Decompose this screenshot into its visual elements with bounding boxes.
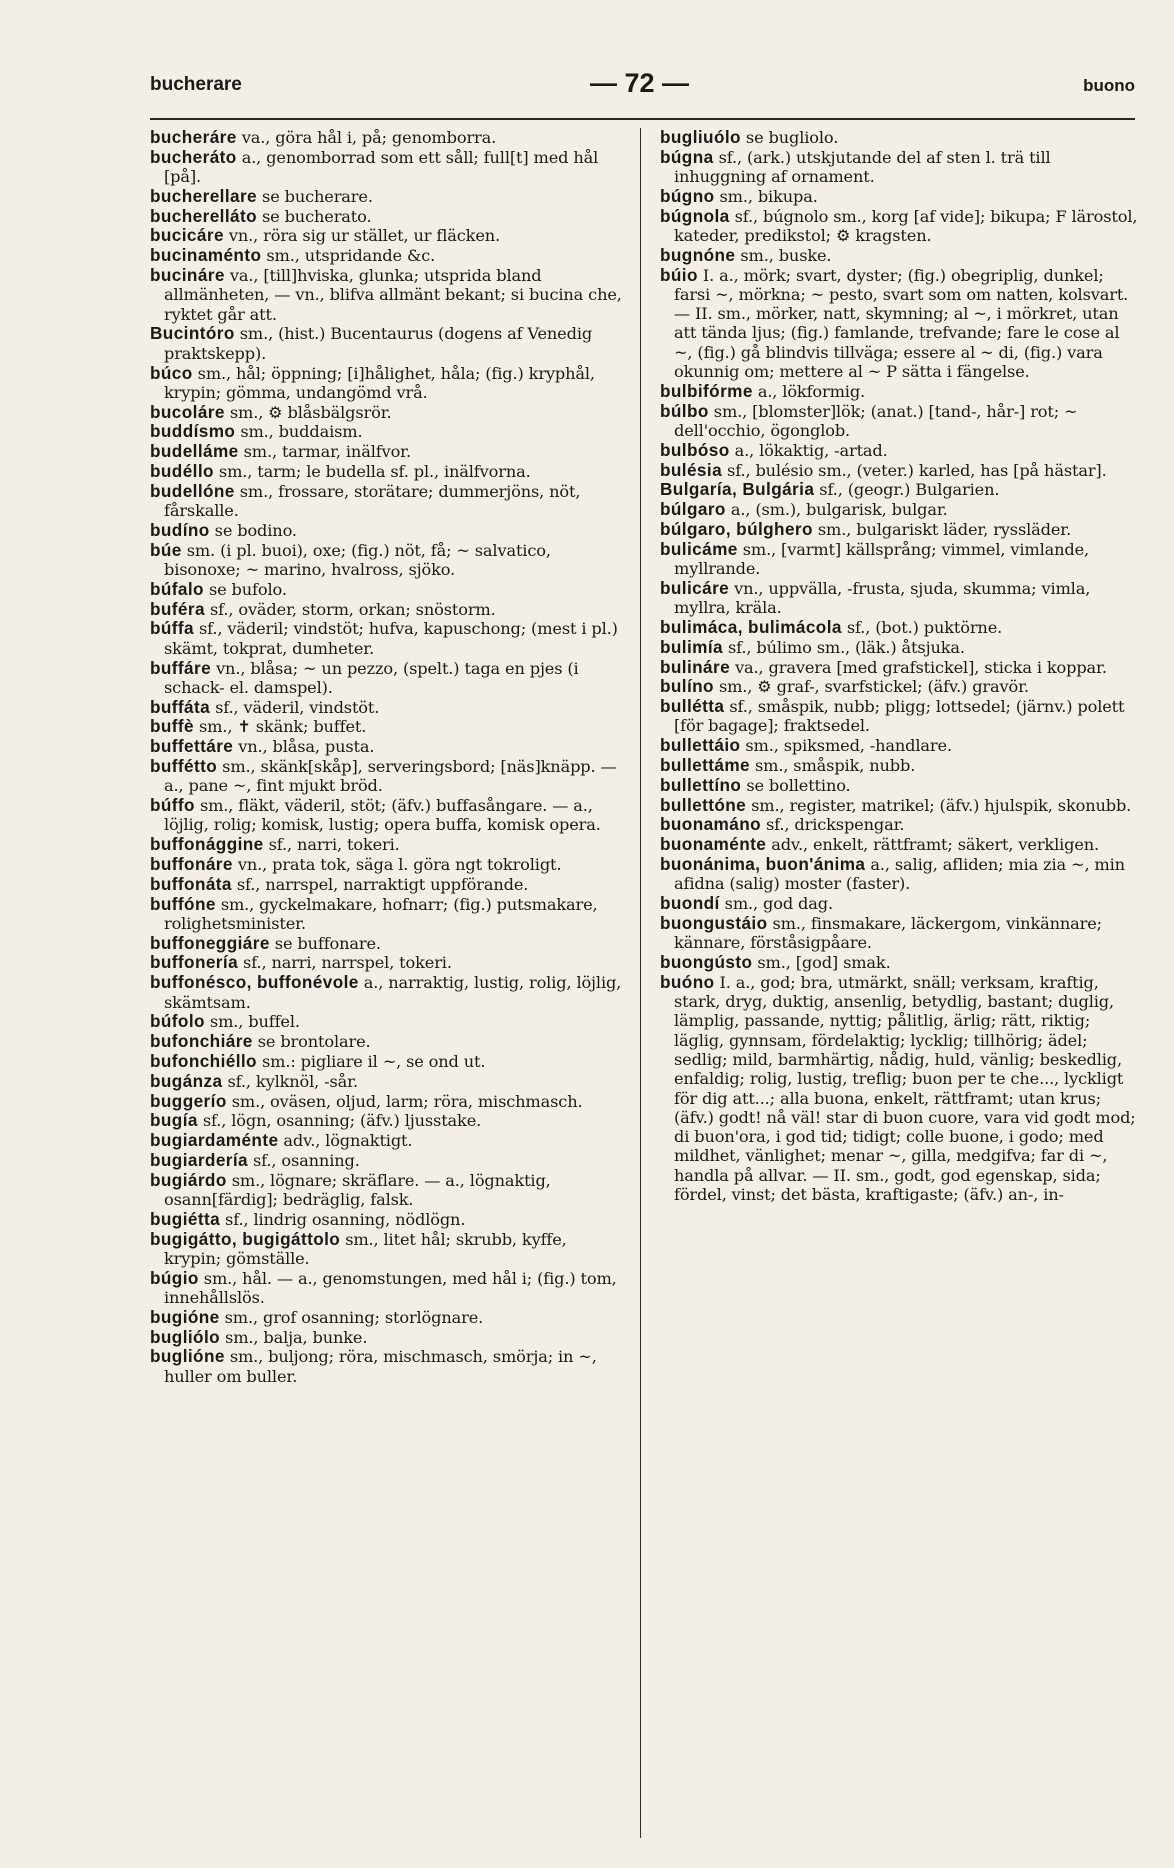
entry-definition: sm., buddaism. <box>240 422 363 442</box>
dictionary-entry <box>150 953 622 972</box>
entry-headword: bugiardería <box>150 1149 248 1170</box>
entry-headword: bullettóne <box>660 794 747 815</box>
dictionary-entry <box>660 382 1138 401</box>
entry-definition: se bucherare. <box>262 186 373 206</box>
dictionary-entry <box>150 835 622 854</box>
entry-headword: búgnola <box>660 205 730 226</box>
dictionary-entry <box>660 855 1138 894</box>
entry-headword: buffétto <box>150 756 218 776</box>
dictionary-entry <box>150 521 622 540</box>
dictionary-entry <box>660 187 1138 206</box>
entry-headword: bugióne <box>150 1306 220 1327</box>
entry-definition: sf., búlimo sm., (läk.) åtsjuka. <box>727 637 965 657</box>
dictionary-entry <box>660 776 1138 795</box>
dictionary-entry <box>660 579 1138 618</box>
entry-headword: bufonchiáre <box>150 1031 253 1052</box>
dictionary-entry <box>660 658 1138 677</box>
entry-definition: sm., [blomster]lök; (anat.) [tand-, hår-] rot; ~ dell'occhio, ögonglob. <box>674 401 1078 440</box>
entry-definition: sm., spiksmed, -handlare. <box>745 736 952 756</box>
entry-definition: vn., uppvälla, -frusta, sjuda, skumma; vimla, myllra, kräla. <box>674 578 1091 618</box>
entry-definition: a., narraktig, lustig, rolig, löjlig, skämtsam. <box>164 973 622 1012</box>
dictionary-entry <box>150 1052 622 1071</box>
right-column <box>660 128 1138 1828</box>
entry-headword: buonaménte <box>660 834 767 855</box>
dictionary-entry <box>150 1269 622 1308</box>
entry-definition: sm. (i pl. buoi), oxe; (fig.) nöt, få; ~ salvatico, bisonoxe; ~ marino, hvalross, sjöko. <box>164 540 551 580</box>
entry-headword: buffonáre <box>150 853 233 874</box>
dictionary-entry <box>660 914 1138 953</box>
entry-definition: a., (sm.), bulgarisk, bulgar. <box>730 500 948 520</box>
dictionary-entry <box>150 207 622 226</box>
dictionary-entry <box>660 835 1138 854</box>
page-number: — 72 — <box>590 68 690 98</box>
entry-headword: bugigátto, bugigáttolo <box>150 1228 341 1249</box>
entry-headword: buggerío <box>150 1090 227 1111</box>
header-left-guide-word: bucherare <box>150 74 242 95</box>
entry-headword: buondí <box>660 893 720 914</box>
entry-headword: bulésia <box>660 459 723 480</box>
entry-definition: sf., narri, narrspel, tokeri. <box>243 953 452 973</box>
dictionary-entry <box>150 757 622 796</box>
entry-definition: sm., [varmt] källsprång; vimmel, vimlande, myllrande. <box>674 539 1090 579</box>
entry-definition: sm., buffel. <box>209 1012 300 1032</box>
entry-headword: budíno <box>150 519 210 540</box>
dictionary-entry <box>150 600 622 619</box>
entry-headword: buffonáta <box>150 873 232 894</box>
entry-definition: sm., lögnare; skräflare. — a., lögnaktig, osann[färdig]; bedräglig, falsk. <box>164 1170 551 1210</box>
entry-headword: buffonággine <box>150 834 264 855</box>
entry-definition: va., gravera [med grafstickel], sticka i koppar. <box>735 657 1107 677</box>
entry-headword: budellóne <box>150 480 235 501</box>
entry-definition: se bugliolo. <box>745 128 839 147</box>
entry-definition: sf., osanning. <box>253 1150 360 1170</box>
dictionary-entry <box>150 541 622 580</box>
entry-headword: bulbifórme <box>660 380 753 401</box>
entry-headword: búffa <box>150 618 195 639</box>
entry-headword: buffettáre <box>150 736 234 757</box>
dictionary-entry <box>150 855 622 874</box>
dictionary-entry <box>150 717 622 736</box>
dictionary-entry <box>660 638 1138 657</box>
entry-definition: sm., register, matrikel; (äfv.) hjulspik, skonubb. <box>751 795 1132 815</box>
dictionary-entry <box>660 815 1138 834</box>
dictionary-entry <box>150 442 622 461</box>
entry-definition: sf., narrspel, narraktigt uppförande. <box>236 874 529 894</box>
entry-definition: sm., tarm; le budella sf. pl., inälfvorna. <box>218 462 531 482</box>
dictionary-entry <box>660 480 1138 499</box>
entry-headword: búffo <box>150 795 195 816</box>
entry-definition: sm., grof osanning; storlögnare. <box>224 1307 484 1327</box>
dictionary-entry <box>660 756 1138 775</box>
dictionary-entry <box>660 207 1138 246</box>
entry-headword: bullettáme <box>660 755 750 775</box>
dictionary-entry <box>660 128 1138 147</box>
entry-headword: bucherellare <box>150 185 258 206</box>
dictionary-entry <box>150 875 622 894</box>
dictionary-entry <box>150 1092 622 1111</box>
entry-definition: a., salig, afliden; mia zia ~, min afidna (salig) moster (faster). <box>674 854 1125 894</box>
entry-headword: Bulgaría, Bulgária <box>660 479 815 500</box>
entry-definition: sm., ⚙ blåsbälgsrör. <box>229 402 392 422</box>
dictionary-entry <box>150 1131 622 1150</box>
dictionary-entry <box>660 697 1138 736</box>
entry-headword: bucheráre <box>150 128 237 147</box>
entry-headword: buffóne <box>150 893 216 914</box>
header-rule <box>150 118 1135 120</box>
entry-headword: budéllo <box>150 461 214 482</box>
entry-headword: buffonésco, buffonévole <box>150 972 359 993</box>
entry-definition: se buffonare. <box>274 933 381 953</box>
entry-definition: sm., finsmakare, läckergom, vinkännare; kännare, förståsigpåare. <box>674 913 1102 953</box>
entry-definition: sf., drickspengar. <box>766 815 905 835</box>
entry-headword: Bucintóro <box>150 323 235 344</box>
dictionary-entry <box>150 1308 622 1327</box>
entry-headword: bugliuólo <box>660 128 741 147</box>
dictionary-entry <box>150 580 622 599</box>
entry-definition: sm., småspik, nubb. <box>754 756 916 775</box>
entry-headword: bucoláre <box>150 401 225 422</box>
entry-headword: bugía <box>150 1110 198 1131</box>
entry-definition: sf., småspik, nubb; pligg; lottsedel; (järnv.) polett [för bagage]; fraktsedel. <box>674 697 1125 736</box>
entry-headword: bufonchiéllo <box>150 1050 257 1071</box>
dictionary-entry <box>660 266 1138 382</box>
dictionary-entry <box>150 1032 622 1051</box>
entry-definition: sm., buske. <box>740 245 832 265</box>
dictionary-entry <box>150 698 622 717</box>
entry-headword: búlbo <box>660 400 709 421</box>
entry-headword: bugnóne <box>660 244 736 265</box>
dictionary-entry <box>150 1151 622 1170</box>
dictionary-entry <box>660 973 1138 1205</box>
entry-headword: búfolo <box>150 1011 205 1032</box>
entry-definition: sm., [god] smak. <box>757 952 891 972</box>
entry-definition: sf., (geogr.) Bulgarien. <box>819 480 1000 500</box>
entry-definition: sm., ⚙ graf-, svarfstickel; (äfv.) gravör. <box>718 677 1029 697</box>
entry-headword: bulimía <box>660 636 723 657</box>
dictionary-entry <box>660 441 1138 460</box>
dictionary-entry <box>150 266 622 324</box>
entry-definition: se bollettino. <box>746 775 851 795</box>
entry-definition: sm., bulgariskt läder, ryssläder. <box>817 519 1072 539</box>
entry-definition: sf., väderil; vindstöt; hufva, kapuschong; (mest i pl.) skämt, tokprat, dumheter. <box>164 619 618 658</box>
entry-definition: a., lökformig. <box>757 381 866 401</box>
entry-headword: bulicáre <box>660 577 730 598</box>
dictionary-entry <box>150 246 622 265</box>
dictionary-entry <box>150 128 622 147</box>
dictionary-entry <box>660 796 1138 815</box>
dictionary-entry <box>150 973 622 1012</box>
entry-definition: I. a., god; bra, utmärkt, snäll; verksam, kraftig, stark, dryg, duktig, ansenlig, betydlig, bastant; duglig, lämplig, passande, nyttig; pålitlig, ärlig; rätt, riktig; läglig, gynnsam, fördelaktig; lycklig; tillhörig; ädel; sedlig; mild, barmhärtig, nådig, huld, vänlig; beskedlig, enfaldig; rolig, lustig, treflig; buon per te che..., lyckligt för dig att...; alla buona, enkelt, rättframt; utan krus; (äfv.) godt! nå väl! star di buon cuore, vara vid godt mod; di buon'ora, i god tid; tidigt; colle buone, i godo; med mildhet, vänlighet; menar ~, gilla, medgifva; far di ~, handla på allvar. — II. sm., godt, god egenskap, sida; fördel, vinst; det bästa, kraftigaste; (äfv.) an-, in- <box>674 972 1136 1205</box>
entry-headword: bugánza <box>150 1070 223 1091</box>
entry-definition: sm., bikupa. <box>719 186 818 206</box>
dictionary-entry <box>150 1171 622 1210</box>
entry-definition: sm., god dag. <box>724 894 833 914</box>
page-header <box>150 68 1135 102</box>
entry-definition: sm., tarmar, inälfvor. <box>243 442 411 462</box>
entry-headword: buffonería <box>150 952 239 973</box>
dictionary-entry <box>660 894 1138 913</box>
entry-headword: bugiardaménte <box>150 1130 279 1151</box>
entry-definition: a., genomborrad som ett såll; full[t] med hål [på]. <box>164 147 599 187</box>
entry-definition: sm., litet hål; skrubb, kyffe, krypin; gömställe. <box>164 1229 567 1268</box>
entry-definition: se bucherato. <box>262 206 372 226</box>
entry-definition: sf., kylknöl, -sår. <box>227 1071 358 1091</box>
dictionary-entry <box>150 187 622 206</box>
entry-definition: vn., blåsa; ~ un pezzo, (spelt.) taga en pjes (i schack- el. damspel). <box>164 658 579 697</box>
entry-headword: bulináre <box>660 656 731 677</box>
entry-definition: se bodino. <box>214 520 297 540</box>
dictionary-entry <box>150 895 622 934</box>
dictionary-entry <box>150 364 622 403</box>
entry-definition: adv., enkelt, rättframt; säkert, verkligen. <box>771 835 1100 855</box>
entry-definition: sf., (bot.) puktörne. <box>846 617 1003 637</box>
dictionary-entry <box>150 148 622 187</box>
entry-definition: vn., blåsa, pusta. <box>238 737 375 757</box>
entry-definition: sm., ✝ skänk; buffet. <box>199 717 367 737</box>
entry-definition: sm., balja, bunke. <box>225 1327 368 1347</box>
dictionary-entry <box>150 934 622 953</box>
entry-headword: búio <box>660 264 698 285</box>
entry-definition: sf., lindrig osanning, nödlögn. <box>225 1209 466 1229</box>
dictionary-entry <box>660 500 1138 519</box>
column-divider <box>640 128 641 1838</box>
entry-headword: búlgaro <box>660 499 726 520</box>
dictionary-entry <box>150 1072 622 1091</box>
entry-headword: bugiárdo <box>150 1169 227 1190</box>
dictionary-entry <box>660 540 1138 579</box>
entry-headword: bullettáio <box>660 735 741 756</box>
entry-headword: bullétta <box>660 696 725 717</box>
entry-headword: búlgaro, búlghero <box>660 518 813 539</box>
dictionary-entry <box>150 462 622 481</box>
dictionary-entry <box>150 422 622 441</box>
dictionary-entry <box>660 736 1138 755</box>
dictionary-entry <box>150 796 622 835</box>
entry-definition: va., göra hål i, på; genomborra. <box>241 128 497 147</box>
entry-definition: vn., prata tok, säga l. göra ngt tokroligt. <box>237 854 562 874</box>
entry-headword: buglióne <box>150 1346 225 1367</box>
entry-headword: búgio <box>150 1267 199 1288</box>
dictionary-entry <box>660 461 1138 480</box>
left-column <box>150 128 622 1828</box>
entry-definition: a., lökaktig, -artad. <box>734 440 888 460</box>
entry-headword: búco <box>150 362 193 383</box>
dictionary-entry <box>660 402 1138 441</box>
entry-headword: búe <box>150 539 182 560</box>
entry-definition: sm., fläkt, väderil, stöt; (äfv.) buffasångare. — a., löjlig, rolig; komisk, lustig; opera buffa, komisk opera. <box>164 796 601 835</box>
entry-definition: sm., gyckelmakare, hofnarr; (fig.) putsmakare, rolighetsminister. <box>164 894 598 933</box>
dictionary-entry <box>660 148 1138 187</box>
dictionary-entry <box>150 226 622 245</box>
entry-definition: sf., (ark.) utskjutande del af sten l. trä till inhuggning af ornament. <box>674 147 1051 187</box>
dictionary-entry <box>660 618 1138 637</box>
entry-headword: buffè <box>150 716 195 737</box>
dictionary-entry <box>150 1347 622 1386</box>
entry-definition: sm., utspridande &c. <box>266 246 436 266</box>
entry-headword: búgna <box>660 146 714 167</box>
entry-definition: sf., väderil, vindstöt. <box>215 697 380 717</box>
dictionary-entry <box>150 659 622 698</box>
header-right-guide-word: buono <box>1083 76 1135 95</box>
entry-headword: bucinaménto <box>150 245 262 266</box>
entry-definition: sm., skänk[skåp], serveringsbord; [näs]knäpp. — a., pane ~, fint mjukt bröd. <box>164 757 617 796</box>
entry-headword: buóno <box>660 971 715 992</box>
entry-definition: va., [till]hviska, glunka; utsprida bland allmänheten, — vn., blifva allmänt bekant; si bucina che, ryktet går att. <box>164 266 622 324</box>
entry-definition: vn., röra sig ur stället, ur fläcken. <box>228 226 501 246</box>
entry-headword: buffáre <box>150 657 212 678</box>
entry-headword: bulbóso <box>660 439 730 460</box>
dictionary-entry <box>150 619 622 658</box>
entry-definition: se brontolare. <box>257 1032 371 1052</box>
dictionary-entry <box>150 403 622 422</box>
entry-headword: bulimáca, bulimácola <box>660 616 842 637</box>
entry-headword: buffáta <box>150 696 211 717</box>
entry-definition: sf., lögn, osanning; (äfv.) ljusstake. <box>202 1111 482 1131</box>
entry-headword: budelláme <box>150 441 239 462</box>
entry-definition: sf., bulésio sm., (veter.) karled, has [på hästar]. <box>727 460 1107 480</box>
dictionary-entry <box>150 482 622 521</box>
entry-headword: bulíno <box>660 676 714 697</box>
entry-headword: buongústo <box>660 951 753 972</box>
entry-definition: sf., búgnolo sm., korg [af vide]; bikupa; F lärostol, kateder, predikstol; ⚙ kragsten. <box>674 206 1138 245</box>
entry-headword: buddísmo <box>150 421 236 442</box>
entry-headword: buonamáno <box>660 814 761 835</box>
entry-headword: bugliólo <box>150 1326 221 1347</box>
dictionary-entry <box>150 324 622 363</box>
entry-definition: sm., hål. — a., genomstungen, med hål i; (fig.) tom, innehållslös. <box>164 1268 617 1308</box>
dictionary-entry <box>150 1210 622 1229</box>
entry-definition: se bufolo. <box>208 579 287 599</box>
entry-definition: adv., lögnaktigt. <box>283 1131 413 1151</box>
entry-definition: sm., hål; öppning; [i]hålighet, håla; (fig.) kryphål, krypin; gömma, undangömd vrå. <box>164 363 595 402</box>
dictionary-entry <box>150 1328 622 1347</box>
dictionary-entry <box>150 1111 622 1130</box>
entry-headword: bucherelláto <box>150 205 257 226</box>
entry-definition: sm., buljong; röra, mischmasch, smörja; in ~, huller om buller. <box>164 1347 597 1386</box>
entry-headword: bullettíno <box>660 774 742 795</box>
entry-definition: sm., oväsen, oljud, larm; röra, mischmasch. <box>231 1091 583 1111</box>
entry-headword: búfalo <box>150 578 204 599</box>
entry-headword: buffoneggiáre <box>150 932 270 953</box>
entry-headword: búgno <box>660 185 715 206</box>
entry-headword: bugiétta <box>150 1208 221 1229</box>
entry-headword: buongustáio <box>660 912 768 933</box>
dictionary-entry <box>660 953 1138 972</box>
entry-headword: bucheráto <box>150 146 237 167</box>
dictionary-entry <box>150 1230 622 1269</box>
entry-headword: buonánima, buon'ánima <box>660 853 866 874</box>
dictionary-entry <box>660 520 1138 539</box>
entry-definition: sm., frossare, storätare; dummerjöns, nöt, fårskalle. <box>164 481 581 521</box>
entry-definition: sf., oväder, storm, orkan; snöstorm. <box>209 599 496 619</box>
dictionary-entry <box>660 677 1138 696</box>
entry-definition: I. a., mörk; svart, dyster; (fig.) obegriplig, dunkel; farsi ~, mörkna; ~ pesto, svart som om natten, kolsvart. — II. sm., mörker, natt, skymning; al ~, i mörkret, utan att tända ljus; (fig.) famlande, trefvande; fare le cose al ~, (fig.) gå blindvis tillväga; essere al ~ di, (fig.) vara okunnig om; mettere al ~ P sätta i fängelse. <box>674 265 1129 382</box>
entry-headword: bulicáme <box>660 538 738 559</box>
dictionary-entry <box>660 246 1138 265</box>
entry-headword: buféra <box>150 598 205 619</box>
dictionary-entry <box>150 737 622 756</box>
entry-definition: sm., (hist.) Bucentaurus (dogens af Venedig praktskepp). <box>164 324 593 363</box>
entry-headword: bucicáre <box>150 225 224 246</box>
entry-headword: bucináre <box>150 265 225 286</box>
entry-definition: sm.: pigliare il ~, se ond ut. <box>261 1051 486 1071</box>
entry-definition: sf., narri, tokeri. <box>268 835 400 855</box>
dictionary-entry <box>150 1012 622 1031</box>
